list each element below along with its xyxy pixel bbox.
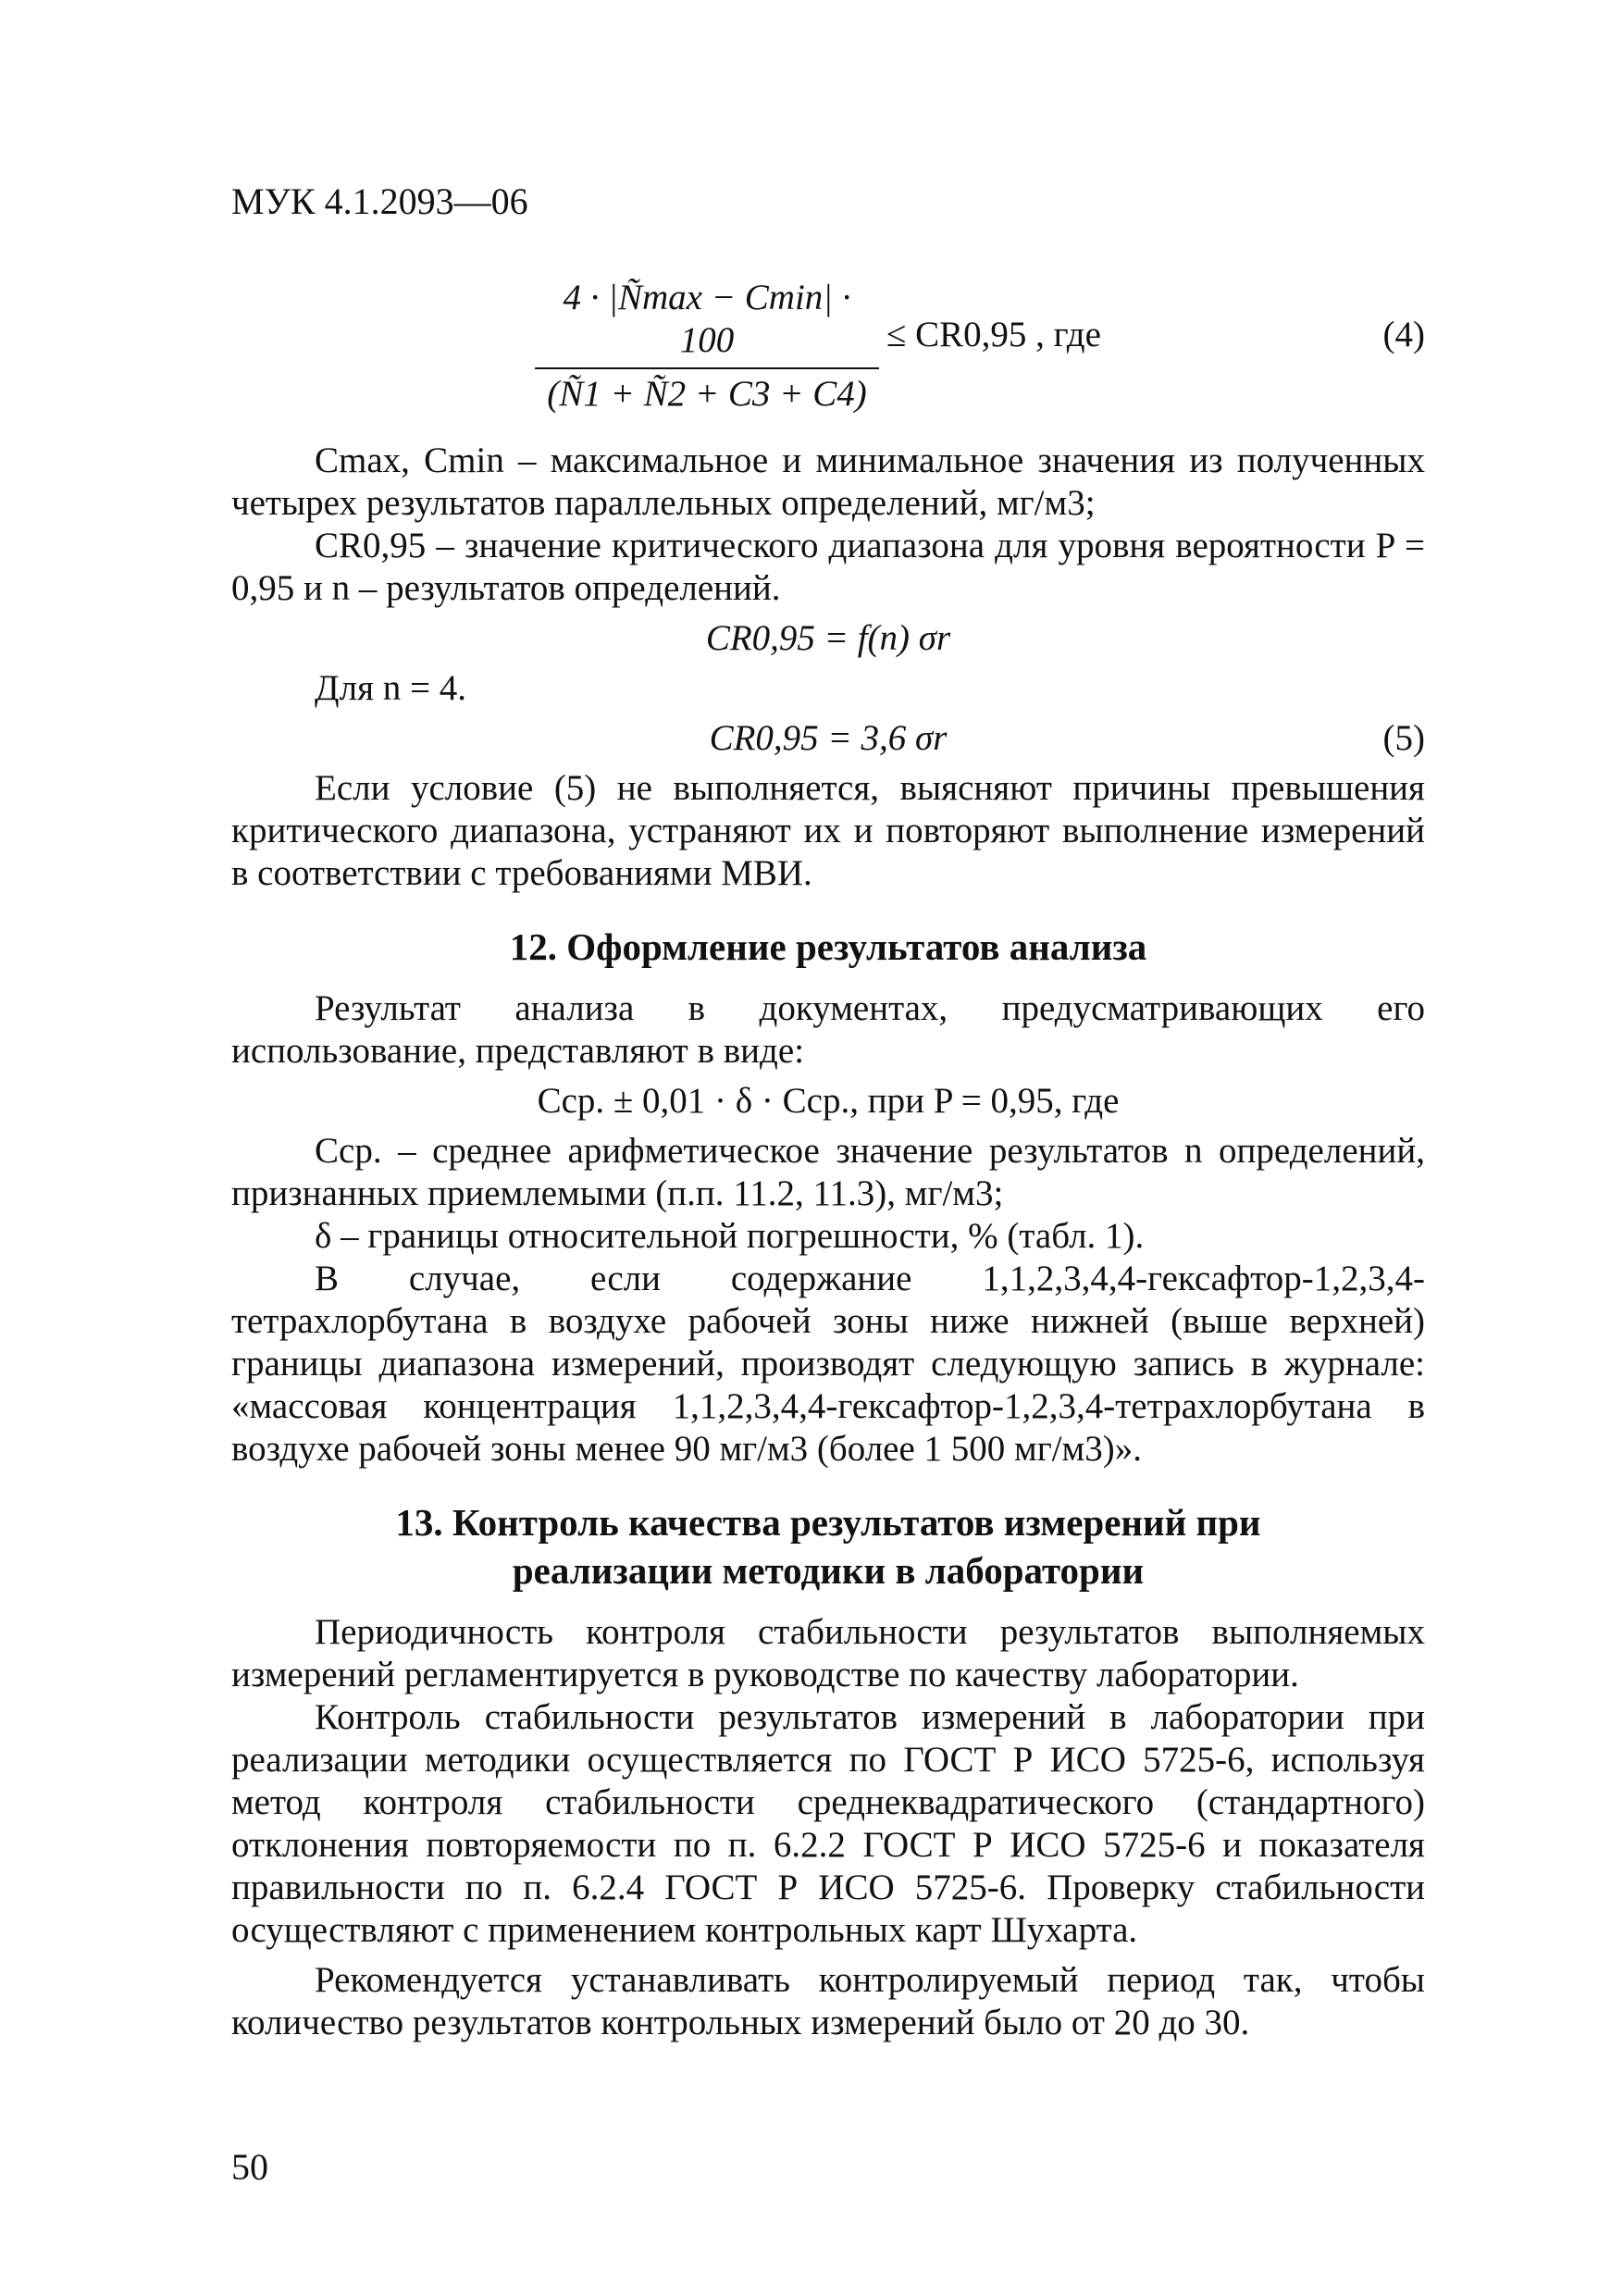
formula-5 xyxy=(231,717,1425,760)
running-head: МУК 4.1.2093—06 xyxy=(231,180,528,222)
definition-cr: CR0,95 – значение критического диапазона для уровня вероятности P = 0,95 и n – результатов определений. xyxy=(231,526,1425,608)
formula-4-denominator: (Ñ1 + Ñ2 + C3 + C4) xyxy=(547,374,867,414)
formula-4-numerator: 4 · |Ñmax − Cmin| · 100 xyxy=(535,277,879,369)
formula-4-rhs: ≤ CR0,95 , где xyxy=(886,315,1101,354)
section-13-heading xyxy=(231,1498,1425,1595)
formula-5-number: (5) xyxy=(1382,718,1425,758)
condition-paragraph: Если условие (5) не выполняется, выясняют причины превышения критического диапазона, устраняют их и повторяют выполнение измерений в соответствии с требованиями МВИ. xyxy=(231,768,1425,893)
section-13-paragraph-2: Контроль стабильности результатов измерений в лаборатории при реализации методики осуществляется по ГОСТ Р ИСО 5725-6, используя метод контроля стабильности среднеквадратического (стандартного) отклонения повторяемости по п. 6.2.2 ГОСТ Р ИСО 5725-6 и показателя правильности по п. 6.2.4 ГОСТ Р ИСО 5725-6. Проверку стабильности осуществляют с применением контрольных карт Шухарта. xyxy=(231,1697,1425,1950)
formula-5-text: CR0,95 = 3,6 σr xyxy=(709,718,948,758)
section-12-heading: 12. Оформление результатов анализа xyxy=(509,925,1147,968)
definition-cmax-cmin: Cmax, Cmin – максимальное и минимальное значения из полученных четырех результатов параллельных определений, мг/м3; xyxy=(231,441,1425,523)
section-13-paragraph-1: Периодичность контроля стабильности результатов выполняемых измерений регламентируется в руководстве по качеству лаборатории. xyxy=(231,1612,1425,1694)
document-page xyxy=(231,180,1425,2044)
section-12-intro: Результат анализа в документах, предусматривающих его использование, представляют в виде: xyxy=(231,988,1425,1071)
section-13-heading-line1: 13. Контроль качества результатов измерений при xyxy=(395,1501,1261,1544)
for-n-text: Для n = 4. xyxy=(315,668,466,708)
formula-cr-general: CR0,95 = f(n) σr xyxy=(705,618,951,658)
case-paragraph: В случае, если содержание 1,1,2,3,4,4-гексафтор-1,2,3,4-тетрахлорбутана в воздухе рабочей зоны ниже нижней (выше верхней) границы диапазона измерений, производят следующую запись в журнале: «массовая концентрация 1,1,2,3,4,4-гексафтор-1,2,3,4-тетрахлорбутана в воздухе рабочей зоны менее 90 мг/м3 (более 1 500 мг/м3)». xyxy=(231,1259,1425,1469)
formula-4 xyxy=(231,277,1425,423)
section-13-paragraph-3: Рекомендуется устанавливать контролируемый период так, чтобы количество результатов контрольных измерений было от 20 до 30. xyxy=(231,1960,1425,2042)
formula-4-number: (4) xyxy=(1382,315,1425,354)
page-number: 50 xyxy=(231,2146,268,2188)
formula-4-fraction xyxy=(535,277,879,416)
result-formula: Cср. ± 0,01 · δ · Cср., при P = 0,95, где xyxy=(537,1081,1120,1121)
definition-delta: δ – границы относительной погрешности, % (табл. 1). xyxy=(315,1216,1145,1256)
section-13-heading-line2: реализации методики в лаборатории xyxy=(512,1549,1145,1592)
definition-cavg: Cср. – среднее арифметическое значение результатов n определений, признанных приемлемыми (п.п. 11.2, 11.3), мг/м3; xyxy=(231,1131,1425,1213)
